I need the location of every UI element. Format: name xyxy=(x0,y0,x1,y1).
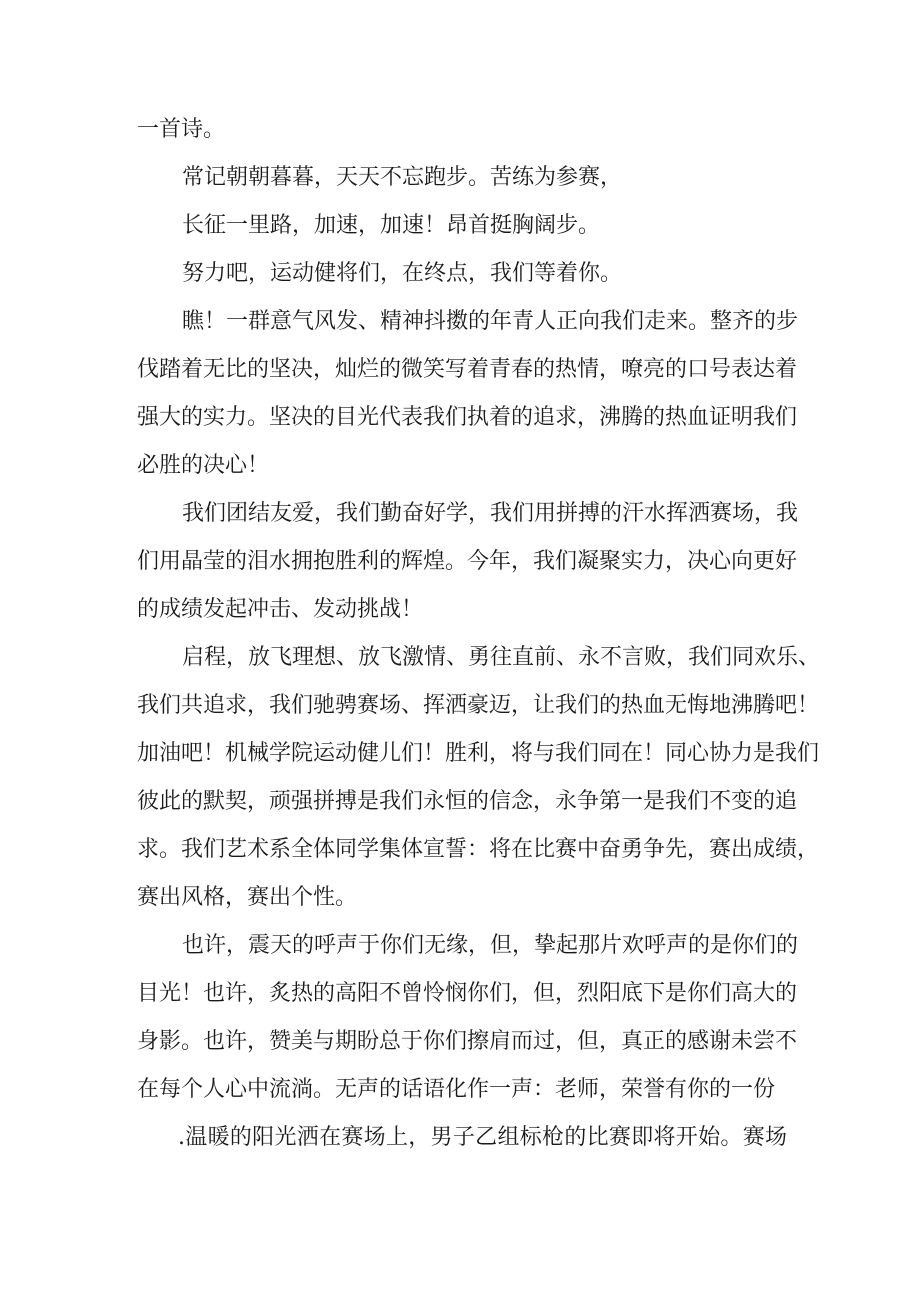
paragraph-line: 目光！也许，炙热的高阳不曾怜悯你们，但，烈阳底下是你们高大的 xyxy=(137,981,798,1006)
paragraph-line: 强大的实力。坚决的目光代表我们执着的追求，沸腾的热血证明我们 xyxy=(137,405,798,430)
paragraph-line: 启程，放飞理想、放飞激情、勇往直前、永不言败，我们同欢乐、 xyxy=(182,645,821,670)
paragraph-line: 伐踏着无比的坚决，灿烂的微笑写着青春的热情，嘹亮的口号表达着 xyxy=(137,357,798,382)
paragraph-line: 在每个人心中流淌。无声的话语化作一声：老师，荣誉有你的一份 xyxy=(137,1077,776,1102)
paragraph-line: 的成绩发起冲击、发动挑战！ xyxy=(137,597,424,622)
text-line: 一首诗。 xyxy=(137,117,226,142)
paragraph-line: 瞧！一群意气风发、精神抖擞的年青人正向我们走来。整齐的步 xyxy=(182,309,799,334)
paragraph-line: 我们共追求，我们驰骋赛场、挥洒豪迈，让我们的热血无悔地沸腾吧！ xyxy=(137,693,820,718)
paragraph-line: 身影。也许，赞美与期盼总于你们擦肩而过，但，真正的感谢未尝不 xyxy=(137,1029,798,1054)
paragraph-line: 彼此的默契，顽强拼搏是我们永恒的信念，永争第一是我们不变的追 xyxy=(137,789,798,814)
poem-line: 长征一里路，加速，加速！昂首挺胸阔步。 xyxy=(182,213,601,238)
paragraph-line: 必胜的决心！ xyxy=(137,453,270,478)
paragraph-line: 求。我们艺术系全体同学集体宣誓：将在比赛中奋勇争先，赛出成绩， xyxy=(137,837,820,862)
paragraph-line: 们用晶莹的泪水拥抱胜利的辉煌。今年，我们凝聚实力，决心向更好 xyxy=(137,549,798,574)
paragraph-line: 加油吧！机械学院运动健儿们！胜利，将与我们同在！同心协力是我们 xyxy=(137,741,820,766)
poem-line: 努力吧，运动健将们，在终点，我们等着你。 xyxy=(182,261,623,286)
paragraph-line: 也许，震天的呼声于你们无缘，但，挚起那片欢呼声的是你们的 xyxy=(182,933,799,958)
paragraph-line: 赛出风格，赛出个性。 xyxy=(137,885,358,910)
paragraph-line: 我们团结友爱，我们勤奋好学，我们用拼搏的汗水挥洒赛场，我 xyxy=(182,501,799,526)
paragraph-line: .温暖的阳光洒在赛场上，男子乙组标枪的比赛即将开始。赛场 xyxy=(178,1125,787,1150)
poem-line: 常记朝朝暮暮，天天不忘跑步。苦练为参赛， xyxy=(182,165,623,190)
